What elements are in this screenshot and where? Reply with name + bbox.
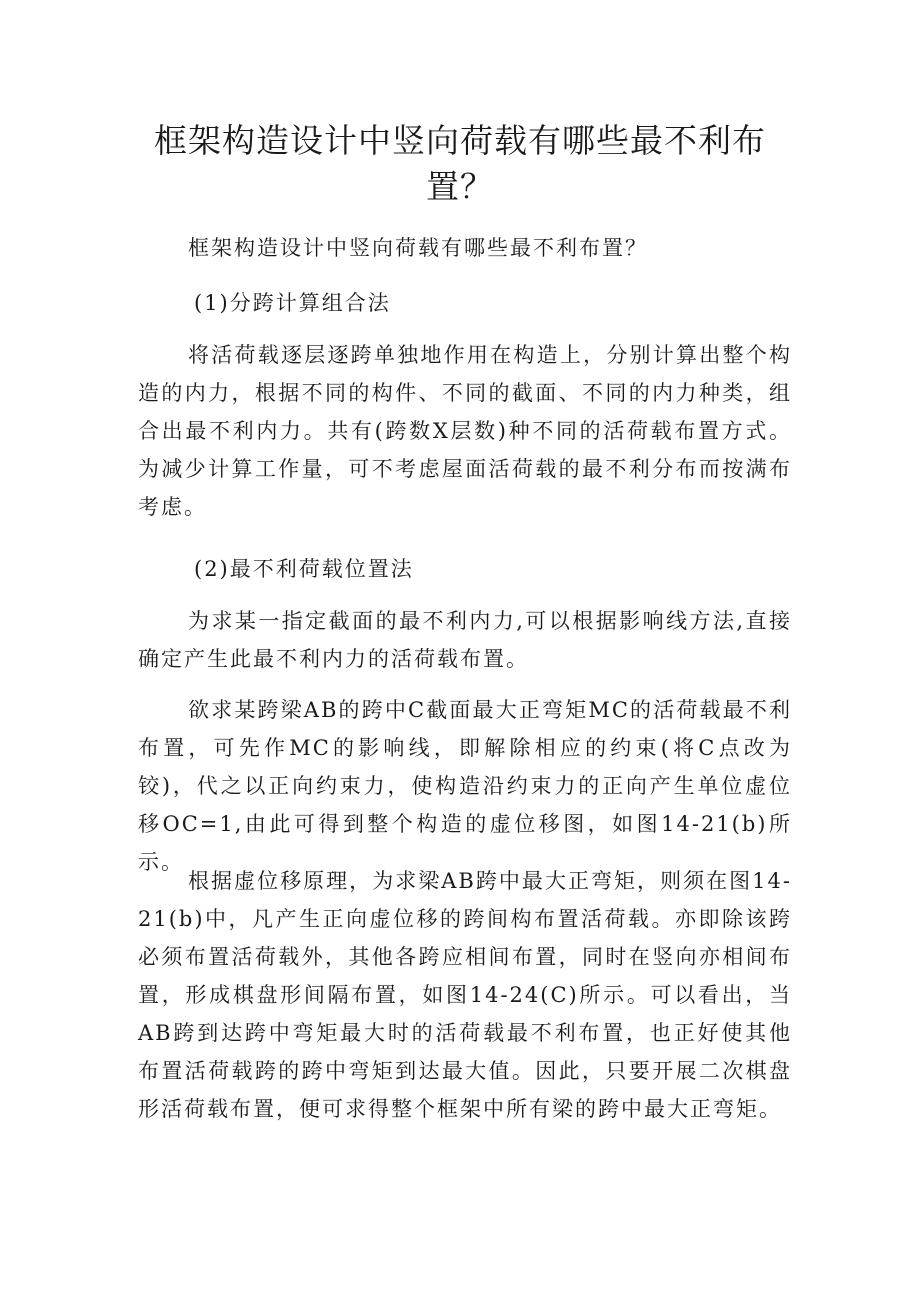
document-title: 框架构造设计中竖向荷载有哪些最不利布置？ xyxy=(154,121,766,206)
section-1-heading: (1)分跨计算组合法 xyxy=(194,291,391,315)
section-1-paragraph: 将活荷载逐层逐跨单独地作用在构造上，分别计算出整个构造的内力，根据不同的构件、不同的截面、不同的内力种类，组合出最不利内力。共有(跨数X层数)种不同的活荷载布置方式。为减少计算工作量，可不考虑屋面活荷载的最不利分布而按满布考虑。 xyxy=(138,343,792,519)
section-2-paragraph-1: 为求某一指定截面的最不利内力,可以根据影响线方法,直接确定产生此最不利内力的活荷载布置。 xyxy=(138,609,792,671)
document-subtitle: 框架构造设计中竖向荷载有哪些最不利布置？ xyxy=(188,236,648,260)
section-2-paragraph-3: 根据虚位移原理，为求梁AB跨中最大正弯矩，则须在图14-21(b)中，凡产生正向虚位移的跨间构布置活荷载。亦即除该跨必须布置活荷载外，其他各跨应相间布置，同时在竖向亦相间布置，形成棋盘形间隔布置，如图14-24(C)所示。可以看出，当AB跨到达跨中弯矩最大时的活荷载最不利布置，也正好使其他布置活荷载跨的跨中弯矩到达最大值。因此，只要开展二次棋盘形活荷载布置，便可求得整个框架中所有梁的跨中最大正弯矩。 xyxy=(138,869,792,1121)
section-2-paragraph-2: 欲求某跨梁AB的跨中C截面最大正弯矩MC的活荷载最不利布置，可先作MC的影响线，即解除相应的约束(将C点改为铰)，代之以正向约束力，使构造沿约束力的正向产生单位虚位移OC=1,由此可得到整个构造的虚位移图，如图14-21(b)所示。 xyxy=(138,698,792,874)
section-2-heading: (2)最不利荷载位置法 xyxy=(194,557,414,581)
